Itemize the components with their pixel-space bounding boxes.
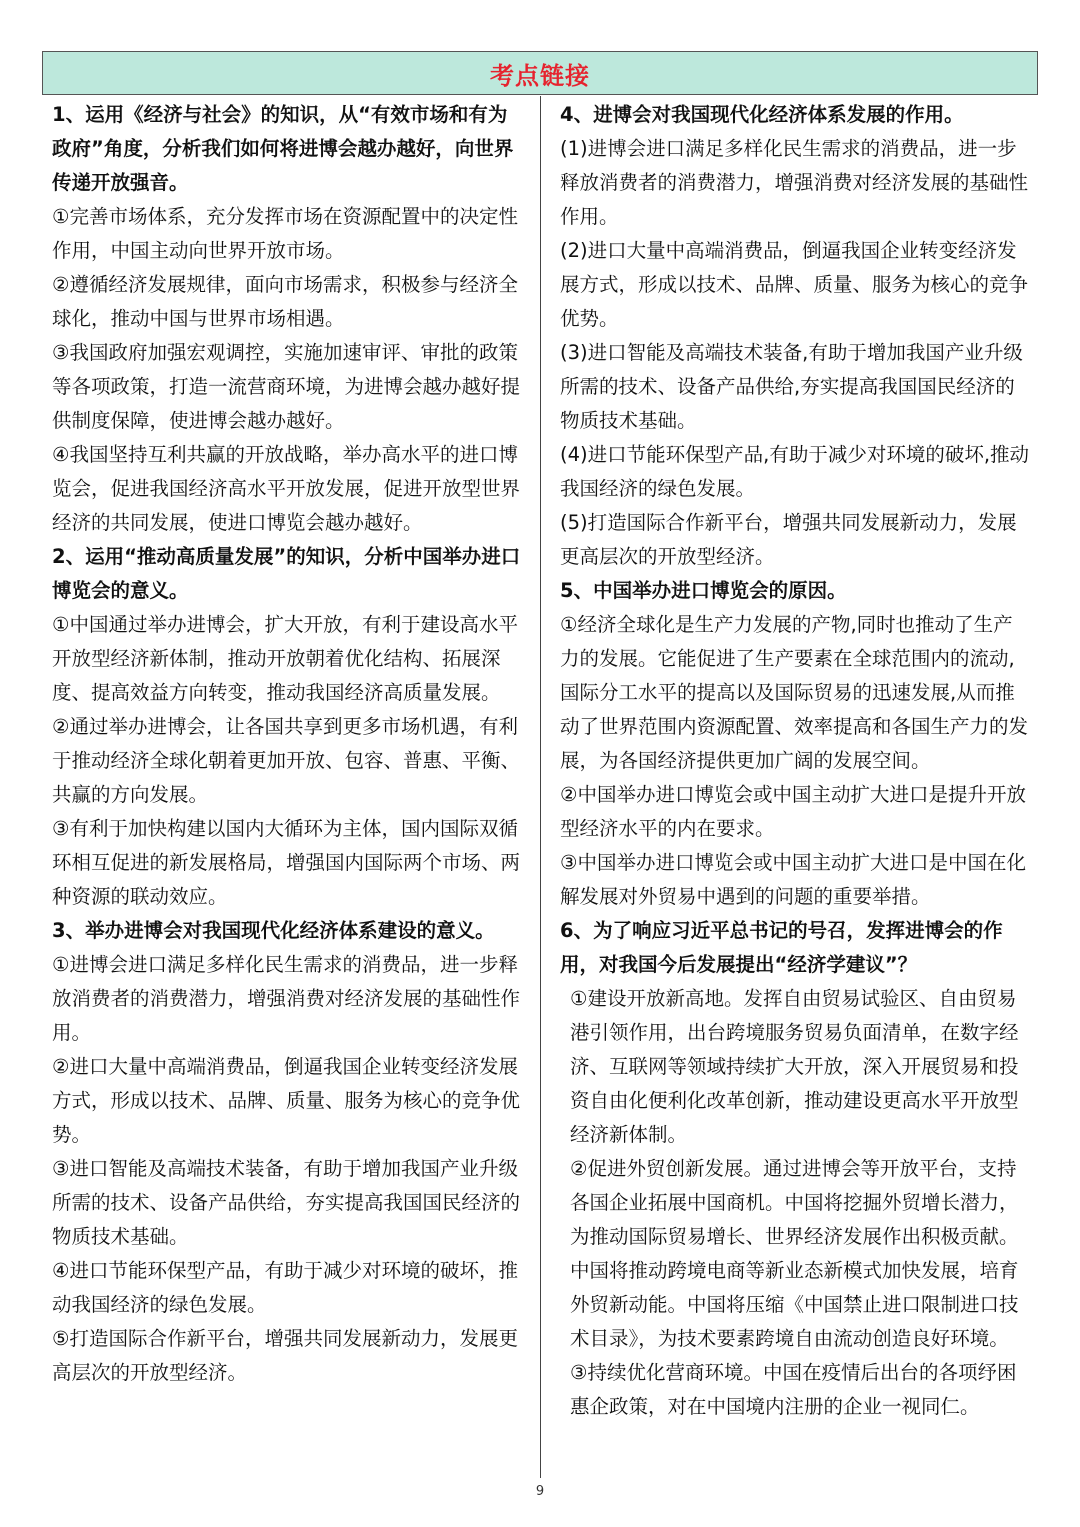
answer-paragraph: ①建设开放新高地。发挥自由贸易试验区、自由贸易港引领作用，出台跨境服务贸易负面清单，在数字经济、互联网等领域持续扩大开放，深入开展贸易和投资自由化便利化改革创新，推动建设更高水平开放型经济新体制。 — [570, 987, 1019, 1146]
section-banner-title: 考点链接 — [42, 51, 1038, 95]
answer-paragraph: ①中国通过举办进博会，扩大开放，有利于建设高水平开放型经济新体制，推动开放朝着优化结构、拓展深度、提高效益方向转变，推动我国经济高质量发展。 — [52, 613, 518, 704]
answer-paragraph: (4)进口节能环保型产品,有助于减少对环境的破坏,推动我国经济的绿色发展。 — [560, 443, 1030, 500]
left-column — [52, 98, 524, 1390]
answer-paragraph: ②遵循经济发展规律，面向市场需求，积极参与经济全球化，推动中国与世界市场相遇。 — [52, 273, 518, 330]
answer-paragraph: ④进口节能环保型产品，有助于减少对环境的破坏，推动我国经济的绿色发展。 — [52, 1259, 518, 1316]
answer-paragraph: ④我国坚持互利共赢的开放战略，举办高水平的进口博览会，促进我国经济高水平开放发展，促进开放型世界经济的共同发展，使进口博览会越办越好。 — [52, 443, 521, 534]
answer-paragraph: (1)进博会进口满足多样化民生需求的消费品，进一步释放消费者的消费潜力，增强消费对经济发展的基础性作用。 — [560, 137, 1029, 228]
answer-paragraph: ①经济全球化是生产力发展的产物,同时也推动了生产力的发展。它能促进了生产要素在全球范围内的流动,国际分工水平的提高以及国际贸易的迅速发展,从而推动了世界范围内资源配置、效率提高和各国生产力的发展，为各国经济提供更加广阔的发展空间。 — [560, 613, 1029, 772]
answer-paragraph: ①完善市场体系，充分发挥市场在资源配置中的决定性作用，中国主动向世界开放市场。 — [52, 205, 518, 262]
answer-paragraph: ②促进外贸创新发展。通过进博会等开放平台，支持各国企业拓展中国商机。中国将挖掘外贸增长潜力，为推动国际贸易增长、世界经济发展作出积极贡献。中国将推动跨境电商等新业态新模式加快发展，培育外贸新动能。中国将压缩《中国禁止进口限制进口技术目录》，为技术要素跨境自由流动创造良好环境。 — [570, 1157, 1019, 1350]
right-column — [560, 98, 1032, 1424]
answer-paragraph: (3)进口智能及高端技术装备,有助于增加我国产业升级所需的技术、设备产品供给,夯实提高我国国民经济的物质技术基础。 — [560, 341, 1023, 432]
answer-paragraph: ②通过举办进博会，让各国共享到更多市场机遇，有利于推动经济全球化朝着更加开放、包容、普惠、平衡、共赢的方向发展。 — [52, 715, 521, 806]
question-heading: 2、运用“推动高质量发展”的知识，分析中国举办进口博览会的意义。 — [52, 545, 521, 602]
question-heading: 4、进博会对我国现代化经济体系发展的作用。 — [560, 103, 964, 126]
answer-paragraph: ②中国举办进口博览会或中国主动扩大进口是提升开放型经济水平的内在要求。 — [560, 783, 1026, 840]
question-heading: 5、中国举办进口博览会的原因。 — [560, 579, 847, 602]
answer-paragraph: ③我国政府加强宏观调控，实施加速审评、审批的政策等各项政策，打造一流营商环境，为进博会越办越好提供制度保障，使进博会越办越好。 — [52, 341, 521, 432]
answer-paragraph: ①进博会进口满足多样化民生需求的消费品，进一步释放消费者的消费潜力，增强消费对经济发展的基础性作用。 — [52, 953, 521, 1044]
question-heading: 6、为了响应习近平总书记的号召，发挥进博会的作用，对我国今后发展提出“经济学建议”？ — [560, 919, 1003, 976]
answer-paragraph: ③持续优化营商环境。中国在疫情后出台的各项纾困惠企政策，对在中国境内注册的企业一视同仁。 — [570, 1361, 1017, 1418]
answer-paragraph: (2)进口大量中高端消费品，倒逼我国企业转变经济发展方式，形成以技术、品牌、质量、服务为核心的竞争优势。 — [560, 239, 1029, 330]
question-heading: 3、举办进博会对我国现代化经济体系建设的意义。 — [52, 919, 495, 942]
answer-paragraph: ③中国举办进口博览会或中国主动扩大进口是中国在化解发展对外贸易中遇到的问题的重要举措。 — [560, 851, 1026, 908]
answer-paragraph: ③有利于加快构建以国内大循环为主体，国内国际双循环相互促进的新发展格局，增强国内国际两个市场、两种资源的联动效应。 — [52, 817, 521, 908]
answer-paragraph: (5)打造国际合作新平台，增强共同发展新动力，发展更高层次的开放型经济。 — [560, 511, 1017, 568]
page-number: 9 — [535, 1484, 545, 1499]
answer-paragraph: ②进口大量中高端消费品，倒逼我国企业转变经济发展方式，形成以技术、品牌、质量、服务为核心的竞争优势。 — [52, 1055, 521, 1146]
answer-paragraph: ⑤打造国际合作新平台，增强共同发展新动力，发展更高层次的开放型经济。 — [52, 1327, 518, 1384]
question-heading: 1、运用《经济与社会》的知识，从“有效市场和有为政府”角度，分析我们如何将进博会越办越好，向世界传递开放强音。 — [52, 103, 514, 194]
column-divider — [540, 96, 541, 1478]
answer-paragraph: ③进口智能及高端技术装备，有助于增加我国产业升级所需的技术、设备产品供给，夯实提高我国国民经济的物质技术基础。 — [52, 1157, 521, 1248]
